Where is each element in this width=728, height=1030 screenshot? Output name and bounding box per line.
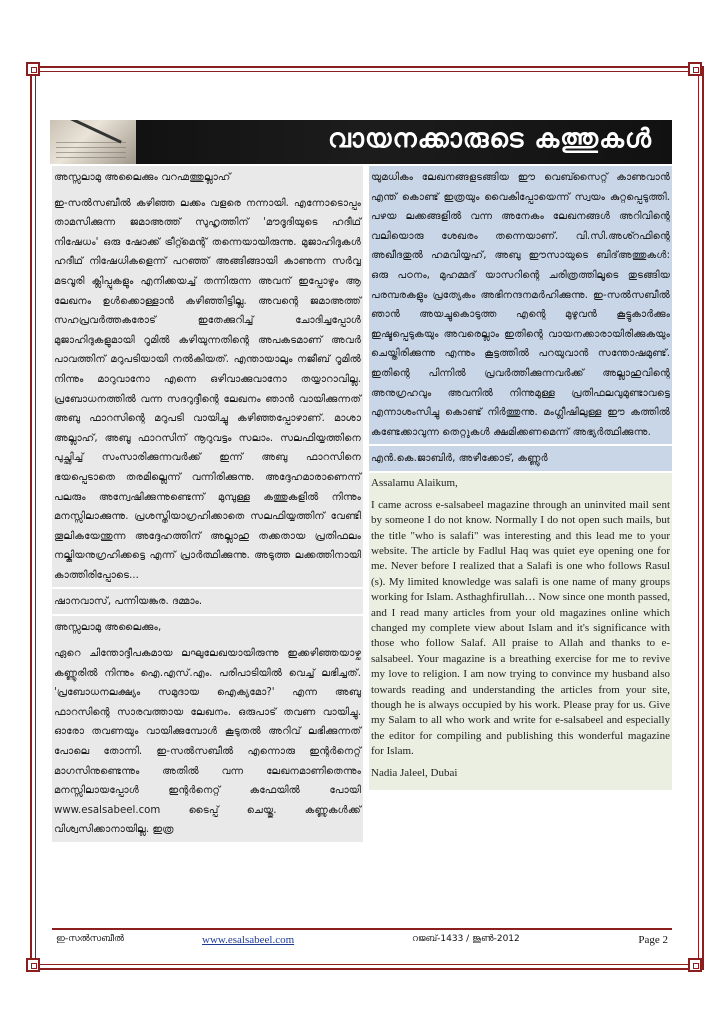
- letter-4: [369, 473, 672, 790]
- letter-2-body: ഏറെ ചിന്തോദ്ദീപകമായ ലഘുലേഖയായിരുന്നു ഇക്കഴിഞ്ഞയാഴ്ച കണ്ണൂരിൽ നിന്നും ഐ.എസ്.എം. പരിപാടിയിൽ വെച്ച് ലഭിച്ചത്. 'പ്രബോധനലക്ഷ്യം സമുദായ ഐക്യമോ?' എന്ന അബു ഫാറസിന്റെ സാരവത്തായ ലേഖനം. ഒരുപാട് തവണ വായിച്ചു. ഓരോ തവണയും വായിക്കുമ്പോൾ കൂടുതൽ അറിവ് ലഭിക്കുന്നത് പോലെ തോന്നി. ഇ-സൽസബീൽ എന്നൊരു ഇന്റർനെറ്റ് മാഗസിനുണ്ടെന്നും അതിൽ വന്ന ലേഖനമാണിതെന്നും മനസ്സിലായപ്പോൾ ഇന്റർനെറ്റ് കഫേയിൽ പോയി www.esalsabeel.com ടൈപ്പ് ചെയ്തു. കണ്ണുകൾക്ക് വിശ്വസിക്കാനായില്ല. ഇത്ര: [54, 648, 361, 836]
- right-column: [369, 166, 672, 790]
- letter-4-greeting: Assalamu Alaikum,: [371, 477, 458, 490]
- letter-2: [52, 616, 363, 842]
- letter-4-body: I came across e-salsabeel magazine through an uninvited mail sent by someone I do not know. Normally I do not open such mails, but the title "who is salafi" was interesting and this lead me to your website. The article by Fadlul Haq was quiet eye opening one for me. Never before I realized that a Salafi is one who follows Rasul (s). My limited knowledge was salafi is one name of many groups working for Islam. Asthaghfirullah… Now since one month passed, and I read many articles from your old magazines online which changed my complete view about Islam and it's significance with those who follow Salaf. All praise to Allah and thanks to e-salsabeel. Your magazine is a breathing exercise for me to revive my love to religion. I am now trying to convince my husband also towards reading and understanding the articles from your site, though he is always occupied by his work. Please pray for us. Give my Salam to all who work and write for e-salsabeel and especially the editor for compiling and publishing this wonderful magazine for Islam.: [371, 498, 670, 758]
- letter-1-greeting: അസ്സലാമു അലൈക്കും വറഹ്മത്തുല്ലാഹ്: [54, 172, 231, 183]
- footer-date: റജബ്-1433 / ജൂൺ-2012: [412, 934, 520, 944]
- corner-ornament-bottom-left: [26, 958, 40, 972]
- letter-2-greeting: അസ്സലാമു അലൈക്കും,: [54, 622, 162, 634]
- letter-1-body: ഇ-സൽസബീൽ കഴിഞ്ഞ ലക്കം വളരെ നന്നായി. എന്നോടൊപ്പം താമസിക്കുന്ന ജമാഅത്ത് സുഹൃത്തിന് 'മൗദൂദിയുടെ ഹദീഥ് നിഷേധം' ഒരു ഷോക്ക് ട്രീറ്റ്മെന്റ് തന്നെയായിരുന്നു. മുജാഹിദുകൾ ഹദീഥ് നിഷേധികളെന്ന് പറഞ്ഞ് അങ്ങിങ്ങായി കാണുന്ന സർവ്വ മടവൂരി ക്ലിപ്പുകളും എനിക്കയച്ച് തന്നിരുന്ന അവന് ഇപ്പോഴും ആ ലേഖനം ഉൾക്കൊള്ളാൻ കഴിഞ്ഞിട്ടില്ല. അവന്റെ ജമാഅത്ത് സഹപ്രവർത്തകരോട് ഇതേക്കുറിച്ച് ചോദിച്ചപ്പോൾ മുജാഹിദുകളുമായി റൂമിൽ കഴിയുന്നതിന്റെ അപകടമാണ് അവർ പാവത്തിന് മറുപടിയായി നൽകിയത്. എന്തായാലും നജീബ് റൂമിൽ നിന്നും മാറുവാനോ എന്നെ ഒഴിവാക്കുവാനോ തയ്യാറാവില്ല. പ്രബോധനത്തിൽ വന്ന സദറുദ്ദീന്റെ ലേഖനം ഞാൻ വായിക്കുന്നത് അബു ഫാറസിന്റെ മറുപടി വായിച്ചു കഴിഞ്ഞപ്പോഴാണ്. മാശാ അല്ലാഹ്, അബൂ ഫാറസിന് നൂറുവട്ടം സലാം. സലഫിയ്യത്തിനെ പുച്ഛിച്ച് സംസാരിക്കുന്നവർക്ക് ഇന്ന് അബു ഫാറസിനെ ഭയപ്പെടാതെ തരമില്ലെന്ന് വന്നിരിക്കുന്നു. അദ്ദേഹമാരാണെന്ന് പലരും അന്വേഷിക്കുന്നുണ്ടെന്ന് മുമ്പുള്ള കത്തുകളിൽ നിന്നും മനസ്സിലാക്കുന്നു. പ്രശസ്തിയാഗ്രഹിക്കാതെ സലഫിയ്യത്തിന് വേണ്ടി തൂലികയേന്തുന്ന അദ്ദേഹത്തിന് അല്ലാഹു തക്കതായ പ്രതിഫലം നല്കിയനുഗ്രഹിക്കട്ടെ എന്ന് പ്രാർത്ഥിക്കുന്നു. അടുത്ത ലക്കത്തിനായി കാത്തിരിപ്പോടെ...: [54, 197, 361, 581]
- letter-1-signature: ഷാനവാസ്, പന്നിയങ്കര. ദമ്മാം.: [52, 589, 363, 614]
- footer-url-link[interactable]: www.esalsabeel.com: [202, 934, 295, 946]
- footer-publication: ഇ-സൽസബീൽ: [56, 934, 124, 944]
- writing-hand-photo: [50, 120, 136, 164]
- letter-3-body: യുമധികം ലേഖനങ്ങളടങ്ങിയ ഈ വെബ്സൈറ്റ് കാണുവാൻ എന്ത് കൊണ്ട് ഇത്രയും വൈകിപ്പോയെന്ന് സ്വയം കുറ്റപ്പെടുത്തി. പഴയ ലക്കങ്ങളിൽ വന്ന അനേകം ലേഖനങ്ങൾ അറിവിന്റെ വലിയൊരു ശേഖരം തന്നെയാണ്. വി.സി.അശ്റഫിന്റെ അഖീദതുൽ ഹമവിയ്യഹ്, അബു ഈസായുടെ ബിദ്അത്തുകൾ: ഒരു പഠനം, മുഹമ്മദ് യാസറിന്റെ ചരിത്രത്തിലൂടെ തുടങ്ങിയ പരമ്പരകളും പ്രത്യേകം അഭിനന്ദനമർഹിക്കുന്നു. ഇ-സൽസബീൽ ഞാൻ അയച്ചുകൊടുത്ത എന്റെ മുഴുവൻ കൂട്ടുകാർക്കും ഇഷ്ടപ്പെടുകയും അവരെല്ലാം ഇതിന്റെ വായനക്കാരായിരിക്കുകയും ചെയ്തിരിക്കുന്നു എന്നും കൂട്ടത്തിൽ പറയുവാൻ സന്തോഷമുണ്ട്. ഇതിന്റെ പിന്നിൽ പ്രവർത്തിക്കുന്നവർക്ക് അല്ലാഹുവിന്റെ അനുഗ്രഹവും അവനിൽ നിന്നുമുള്ള പ്രതിഫലവുമുണ്ടാവട്ടെ എന്നാശംസിച്ചു കൊണ്ട് നിർത്തുന്നു. മംഗ്ലീഷിലുള്ള ഈ കത്തിൽ കണ്ടേക്കാവുന്ന തെറ്റുകൾ ക്ഷമിക്കണമെന്ന് അഭ്യർത്ഥിക്കുന്നു.: [371, 172, 670, 438]
- page-footer: [52, 928, 672, 948]
- left-column: [52, 166, 363, 844]
- letter-3: [369, 166, 672, 444]
- footer-page-number: Page 2: [638, 934, 668, 946]
- letter-4-signature: Nadia Jaleel, Dubai: [371, 766, 458, 779]
- header-banner: [50, 120, 672, 164]
- corner-ornament-bottom-right: [688, 958, 702, 972]
- letter-3-signature: എൻ.കെ.ജാബിർ, അഴീക്കോട്, കണ്ണൂർ: [369, 446, 672, 471]
- letter-1: [52, 166, 363, 587]
- corner-ornament-top-left: [26, 62, 40, 76]
- corner-ornament-top-right: [688, 62, 702, 76]
- page-title: വായനക്കാരുടെ കത്തുകൾ: [327, 124, 652, 154]
